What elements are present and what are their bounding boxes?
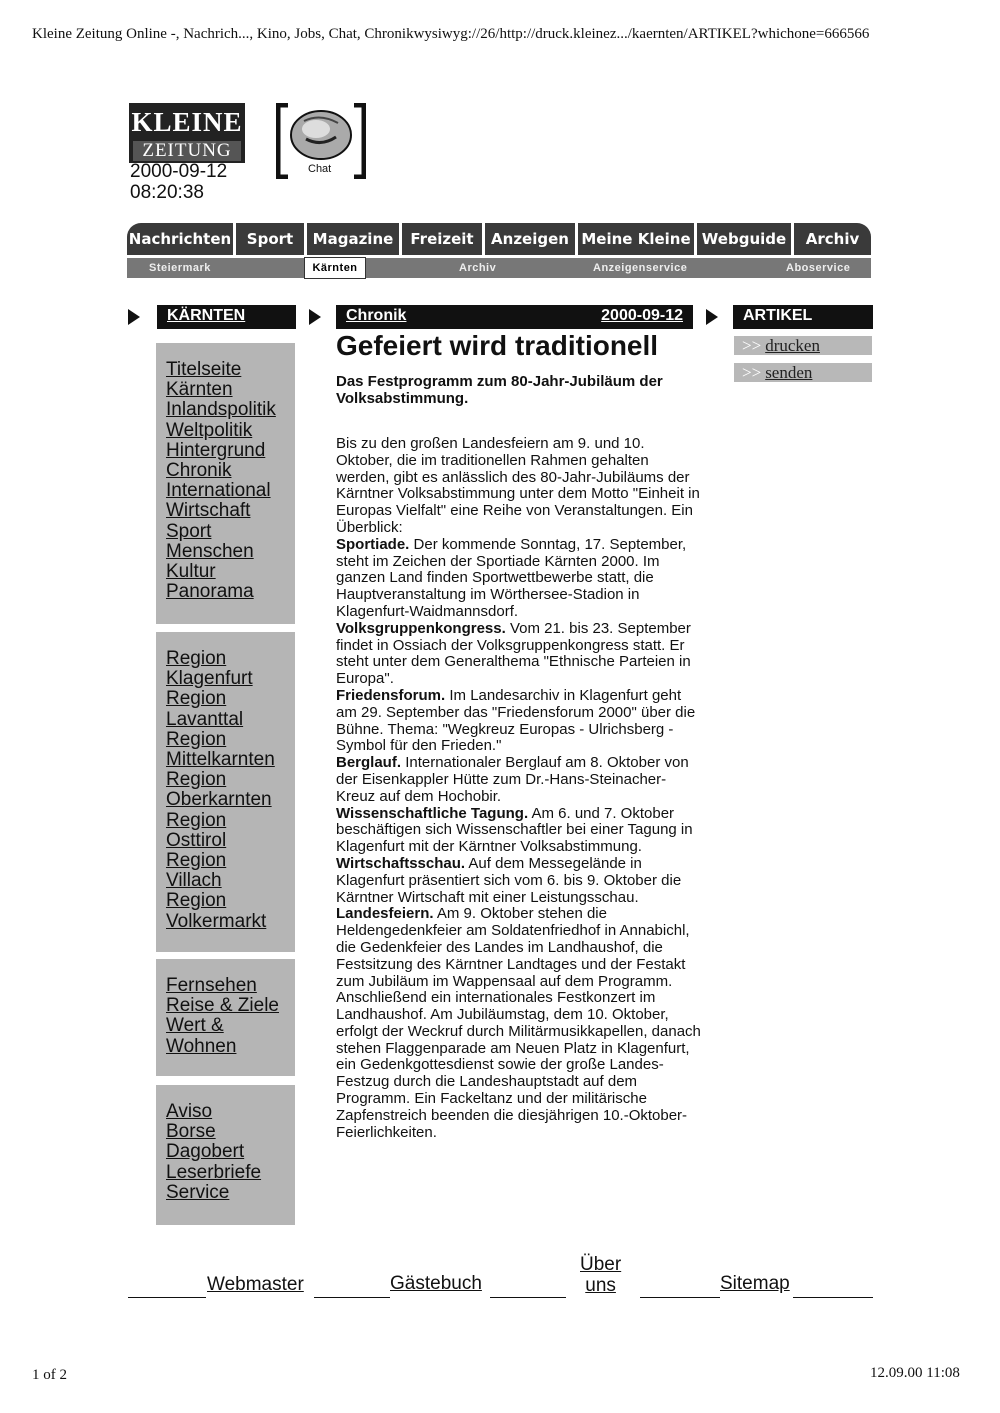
print-header-url: Kleine Zeitung Online -, Nachrich..., Kino, Jobs, Chat, Chronikwysiwyg://26/http://druck.kleinez.../kaernten/ARTIKEL?whichone=666566: [32, 26, 870, 42]
sidebar-item-region-osttirol[interactable]: Region Osttirol: [166, 809, 227, 851]
subnav-aboservice[interactable]: Aboservice: [786, 262, 851, 274]
sidebar-item-region-volkermarkt[interactable]: Region Volkermarkt: [166, 890, 267, 932]
footer-link-sitemap[interactable]: Sitemap: [720, 1273, 790, 1294]
sidebar-item-chronik[interactable]: Chronik: [166, 460, 232, 482]
arrow-right-icon: [128, 309, 140, 325]
paragraph-text: Internationaler Berglauf am 8. Oktober von der Eisenkappler Hütte zum Dr.-Hans-Steinacher-Kreuz auf dem Hochobir.: [336, 754, 689, 805]
article-subheadline: Das Festprogramm zum 80-Jahr-Jubiläum der Volksabstimmung.: [336, 373, 663, 407]
footer-divider: [128, 1297, 206, 1298]
page-date: 2000-09-12: [130, 161, 228, 182]
sidebar-group-news: [156, 343, 295, 624]
sidebar-item-region-klagenfurt[interactable]: Region Klagenfurt: [166, 648, 253, 690]
chat-label: Chat: [308, 163, 332, 175]
section-label-artikel: ARTIKEL: [743, 307, 813, 324]
action-prefix: >>: [742, 363, 762, 382]
sidebar-item-panorama[interactable]: Panorama: [166, 581, 254, 603]
paragraph-title: Sportiade.: [336, 535, 410, 553]
article-paragraph: [336, 755, 701, 805]
sidebar-item-region-lavanttal[interactable]: Region Lavanttal: [166, 688, 244, 730]
sidebar-item-weltpolitik[interactable]: Weltpolitik: [166, 419, 253, 441]
sidebar-item-inlandspolitik[interactable]: Inlandspolitik: [166, 399, 276, 421]
paragraph-text: Im Landesarchiv in Klagenfurt geht am 29. September das "Friedensforum 2000" über die Bühne. Thema: "Wegkreuz Europas - Ulrichsberg - Symbol für den Frieden.": [336, 686, 696, 755]
paragraph-title: Wissenschaftliche Tagung.: [336, 804, 529, 822]
article-intro: Bis zu den großen Landesfeiern am 9. und 10. Oktober, die im traditionellen Rahmen gehalten werden, gibt es anlässlich des 80-Jahr-Jubiläums der Kärntner Volksabstimmung unter dem Motto "Einheit in Europas Vielfalt" eine Reihe von Veranstaltungen. Ein Überblick:: [336, 435, 700, 536]
footer-link-webmaster[interactable]: Webmaster: [207, 1274, 304, 1295]
sidebar-item-leserbriefe[interactable]: Leserbriefe: [166, 1161, 262, 1183]
sidebar-item-titelseite-kaernten[interactable]: Titelseite Kärnten: [166, 359, 242, 401]
sidebar-item-borse[interactable]: Borse: [166, 1121, 216, 1143]
logo-line1: KLEINE: [131, 107, 243, 137]
chat-logo-button[interactable]: [276, 103, 366, 179]
nav-anzeigen[interactable]: Anzeigen: [485, 223, 575, 255]
paragraph-title: Wirtschaftsschau.: [336, 854, 466, 872]
article-paragraph: [336, 537, 701, 621]
section-date: 2000-09-12: [601, 307, 683, 324]
action-prefix: >>: [742, 336, 762, 355]
sidebar-item-kultur[interactable]: Kultur: [166, 561, 216, 583]
article-headline: Gefeiert wird traditionell: [336, 330, 659, 361]
sidebar-group-regions: [156, 632, 295, 952]
article-paragraph: [336, 688, 701, 755]
paragraph-title: Volksgruppenkongress.: [336, 619, 506, 637]
sidebar-item-sport[interactable]: Sport: [166, 520, 212, 542]
arrow-right-icon: [309, 309, 321, 325]
footer-link-gaestebuch[interactable]: Gästebuch: [390, 1273, 482, 1294]
nav-sport[interactable]: Sport: [236, 223, 304, 255]
sidebar-item-region-mittelkarnten[interactable]: Region Mittelkarnten: [166, 728, 275, 771]
sidebar-group-service: [156, 1085, 295, 1225]
print-link[interactable]: drucken: [765, 336, 820, 355]
article-paragraph: [336, 906, 701, 1141]
paragraph-title: Landesfeiern.: [336, 905, 434, 923]
section-header-artikel: [706, 305, 873, 329]
sidebar-item-aviso[interactable]: Aviso: [166, 1101, 213, 1122]
footer-links: [128, 1256, 873, 1300]
subnav-kaernten[interactable]: Kärnten: [304, 257, 366, 279]
sidebar-item-menschen[interactable]: Menschen: [166, 540, 254, 562]
footer-link-ueber-line2: uns: [585, 1275, 616, 1296]
subnav-steiermark[interactable]: Steiermark: [149, 262, 211, 274]
subnav-archiv[interactable]: Archiv: [459, 262, 497, 274]
paragraph-text: Der kommende Sonntag, 17. September, steht im Zeichen der Sportiade Kärnten 2000. Im ganzen Land finden Sportwettbewerbe statt, die Hauptveranstaltung im Wörthersee-Stadion in Klagenfurt-Waidmannsdorf.: [336, 535, 687, 620]
section-label-kaernten[interactable]: KÄRNTEN: [167, 307, 246, 324]
section-header-chronik: [309, 305, 693, 329]
send-link[interactable]: senden: [765, 363, 813, 382]
section-label-chronik[interactable]: Chronik: [346, 307, 407, 324]
sidebar-item-fernsehen[interactable]: Fernsehen: [166, 975, 257, 996]
logo-line2: ZEITUNG: [133, 141, 241, 161]
nav-nachrichten[interactable]: Nachrichten: [127, 223, 233, 255]
sub-navigation: [127, 258, 871, 278]
print-article-button[interactable]: [734, 336, 872, 355]
sidebar-item-region-villach[interactable]: Region Villach: [166, 850, 227, 892]
footer-divider: [640, 1297, 720, 1298]
page-timestamp: [130, 161, 227, 203]
subnav-anzeigenservice[interactable]: Anzeigenservice: [593, 262, 688, 274]
footer-divider: [793, 1297, 873, 1298]
footer-link-ueber-uns[interactable]: [580, 1254, 621, 1296]
sidebar-item-wert-wohnen[interactable]: Wert & Wohnen: [166, 1015, 237, 1057]
article-paragraph: [336, 856, 701, 906]
paragraph-text: Am 6. und 7. Oktober beschäftigen sich Wissenschaftler bei einer Tagung in Klagenfurt mit der Kärntner Volksabstimmung.: [336, 804, 693, 856]
article-body: [336, 436, 701, 1141]
paragraph-text: Vom 21. bis 23. September findet in Ossiach der Volksgruppenkongress statt. Er steht unter dem Generalthema "Ethnische Parteien in Europa".: [336, 619, 691, 688]
nav-freizeit[interactable]: Freizeit: [402, 223, 482, 255]
print-page-number: 1 of 2: [32, 1367, 67, 1383]
paragraph-text: Auf dem Messegelände in Klagenfurt präsentiert sich vom 6. bis 9. Oktober die Kärntner Wirtschaft mit einer Leistungsschau.: [336, 854, 682, 906]
sidebar-item-reise-ziele[interactable]: Reise & Ziele: [166, 995, 279, 1017]
article-paragraph: [336, 621, 701, 688]
paragraph-title: Friedensforum.: [336, 686, 446, 704]
print-timestamp: 12.09.00 11:08: [870, 1365, 960, 1381]
nav-meine-kleine[interactable]: Meine Kleine: [578, 223, 694, 255]
article-paragraph: [336, 806, 701, 856]
section-header-kaernten: [128, 305, 296, 329]
nav-webguide[interactable]: Webguide: [697, 223, 791, 255]
footer-link-ueber-line1: Über: [580, 1254, 622, 1275]
sidebar-item-international[interactable]: International: [166, 480, 271, 502]
sidebar-item-hintergrund[interactable]: Hintergrund: [166, 439, 266, 461]
kleine-zeitung-logo[interactable]: [129, 103, 245, 163]
main-navigation: [127, 223, 871, 255]
sidebar-group-magazine: [156, 959, 295, 1076]
nav-archiv[interactable]: Archiv: [794, 223, 871, 255]
sidebar-item-region-oberkarnten[interactable]: Region Oberkarnten: [166, 769, 272, 811]
sidebar-item-wirtschaft[interactable]: Wirtschaft: [166, 500, 251, 522]
send-article-button[interactable]: [734, 363, 872, 382]
sidebar-item-dagobert[interactable]: Dagobert: [166, 1141, 245, 1163]
nav-magazine[interactable]: Magazine: [307, 223, 399, 255]
footer-divider: [490, 1297, 566, 1298]
paragraph-title: Berglauf.: [336, 754, 402, 772]
sidebar-item-service[interactable]: Service: [166, 1181, 230, 1203]
paragraph-text: Am 9. Oktober stehen die Heldengedenkfeier am Soldatenfriedhof in Annabichl, die Gedenkfeier des Landes im Landhaushof, die Festsitzung des Kärntner Landtages und der Festakt zum Jubiläum im Wappensaal auf dem Programm. Anschließend ein internationales Festkonzert im Landhaushof. Am Jubiläumstag, dem 10. Oktober, erfolgt der Weckruf durch Militärmusikkapellen, danach stehen Flaggenparade am Neuen Platz in Klagenfurt, ein Gedenkgottesdienst sowie der große Landes-Festzug durch die Landeshauptstadt auf dem Programm. Ein Fackeltanz und der militärische Zapfenstreich beenden die diesjährigen 10.-Oktober-Feierlichkeiten.: [336, 905, 701, 1141]
footer-divider: [314, 1297, 390, 1298]
page-time: 08:20:38: [130, 182, 204, 203]
arrow-right-icon: [706, 309, 718, 325]
